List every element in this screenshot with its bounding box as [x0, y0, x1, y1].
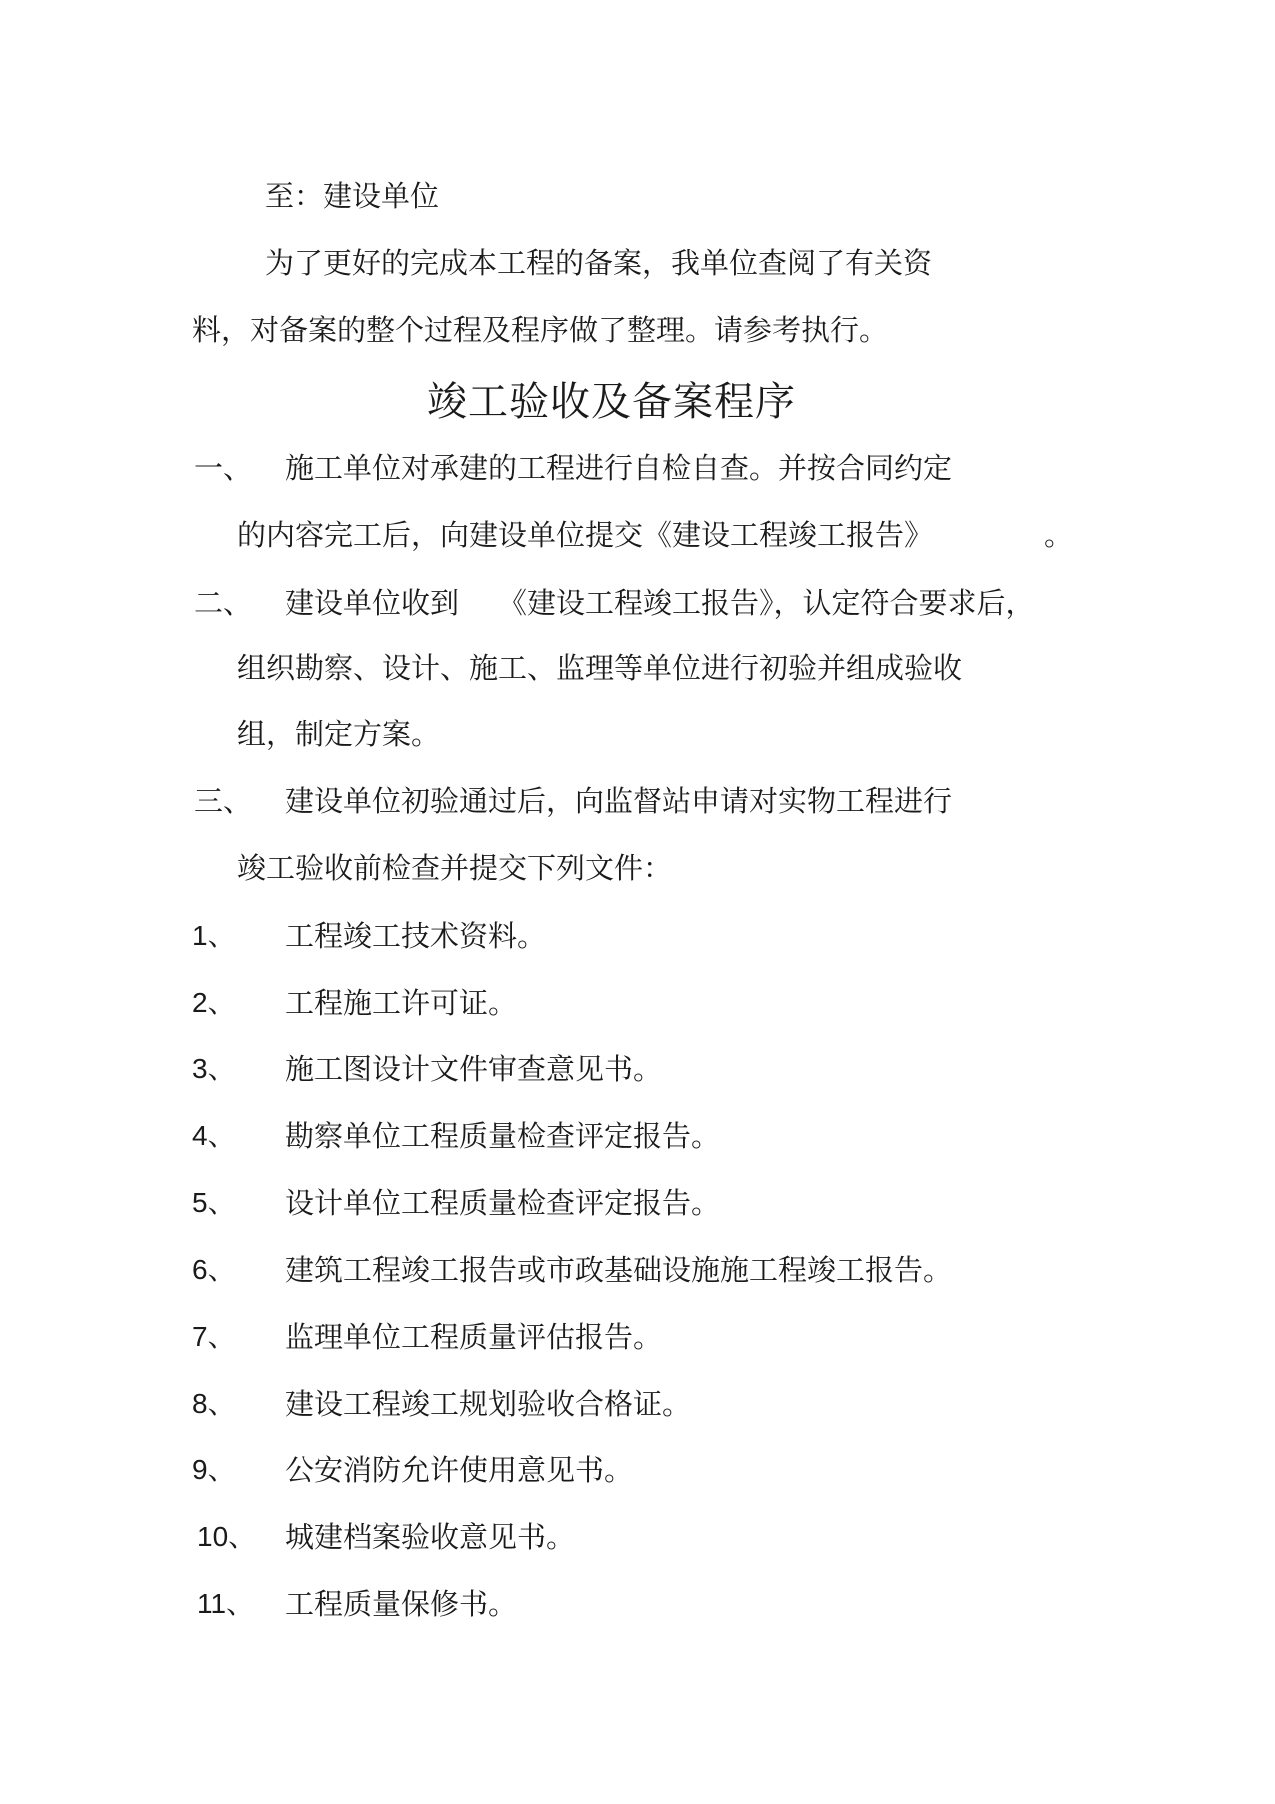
document-2-number: 2、 — [192, 987, 236, 1018]
document-11-number: 11、 — [197, 1588, 255, 1619]
section-1-line-2: 的内容完工后，向建设单位提交《建设工程竣工报告》 — [237, 518, 934, 552]
document-6-number: 6、 — [192, 1254, 236, 1285]
section-2-line-1b: 《建设工程竣工报告》，认定符合要求后， — [498, 586, 1035, 620]
document-1-number: 1、 — [192, 920, 236, 951]
section-2-line-3: 组，制定方案。 — [237, 717, 441, 751]
document-7-number: 7、 — [192, 1321, 236, 1352]
document-5-text: 设计单位工程质量检查评定报告。 — [285, 1186, 721, 1220]
document-3-text: 施工图设计文件审查意见书。 — [285, 1052, 663, 1086]
document-5-number: 5、 — [192, 1187, 236, 1218]
document-10-number: 10、 — [197, 1521, 257, 1552]
document-8-text: 建设工程竣工规划验收合格证。 — [285, 1387, 692, 1421]
document-6-text: 建筑工程竣工报告或市政基础设施施工程竣工报告。 — [285, 1253, 953, 1287]
intro-line-1: 为了更好的完成本工程的备案，我单位查阅了有关资 — [265, 246, 933, 280]
section-1-line-1: 施工单位对承建的工程进行自检自查。并按合同约定 — [285, 451, 953, 485]
addressee-line: 至：建设单位 — [265, 179, 440, 213]
section-3-marker: 三、 — [194, 784, 253, 818]
section-3-line-1: 建设单位初验通过后，向监督站申请对实物工程进行 — [285, 784, 953, 818]
document-7-text: 监理单位工程质量评估报告。 — [285, 1320, 663, 1354]
document-10-text: 城建档案验收意见书。 — [285, 1520, 576, 1554]
document-title: 竣工验收及备案程序 — [427, 379, 796, 425]
document-3-number: 3、 — [192, 1053, 236, 1084]
section-3-line-2: 竣工验收前检查并提交下列文件： — [237, 851, 673, 885]
document-11-text: 工程质量保修书。 — [285, 1587, 518, 1621]
section-1-marker: 一、 — [194, 451, 253, 485]
intro-line-2: 料，对备案的整个过程及程序做了整理。请参考执行。 — [192, 313, 889, 347]
document-9-number: 9、 — [192, 1454, 236, 1485]
document-9-text: 公安消防允许使用意见书。 — [285, 1453, 634, 1487]
document-4-number: 4、 — [192, 1120, 236, 1151]
document-4-text: 勘察单位工程质量检查评定报告。 — [285, 1119, 721, 1153]
document-1-text: 工程竣工技术资料。 — [285, 919, 547, 953]
section-2-line-1a: 建设单位收到 — [285, 586, 460, 620]
section-1-line-2-end: 。 — [1044, 518, 1074, 552]
document-2-text: 工程施工许可证。 — [285, 986, 518, 1020]
section-2-line-2: 组织勘察、设计、施工、监理等单位进行初验并组成验收 — [237, 651, 963, 685]
section-2-marker: 二、 — [194, 586, 253, 620]
document-8-number: 8、 — [192, 1388, 236, 1419]
